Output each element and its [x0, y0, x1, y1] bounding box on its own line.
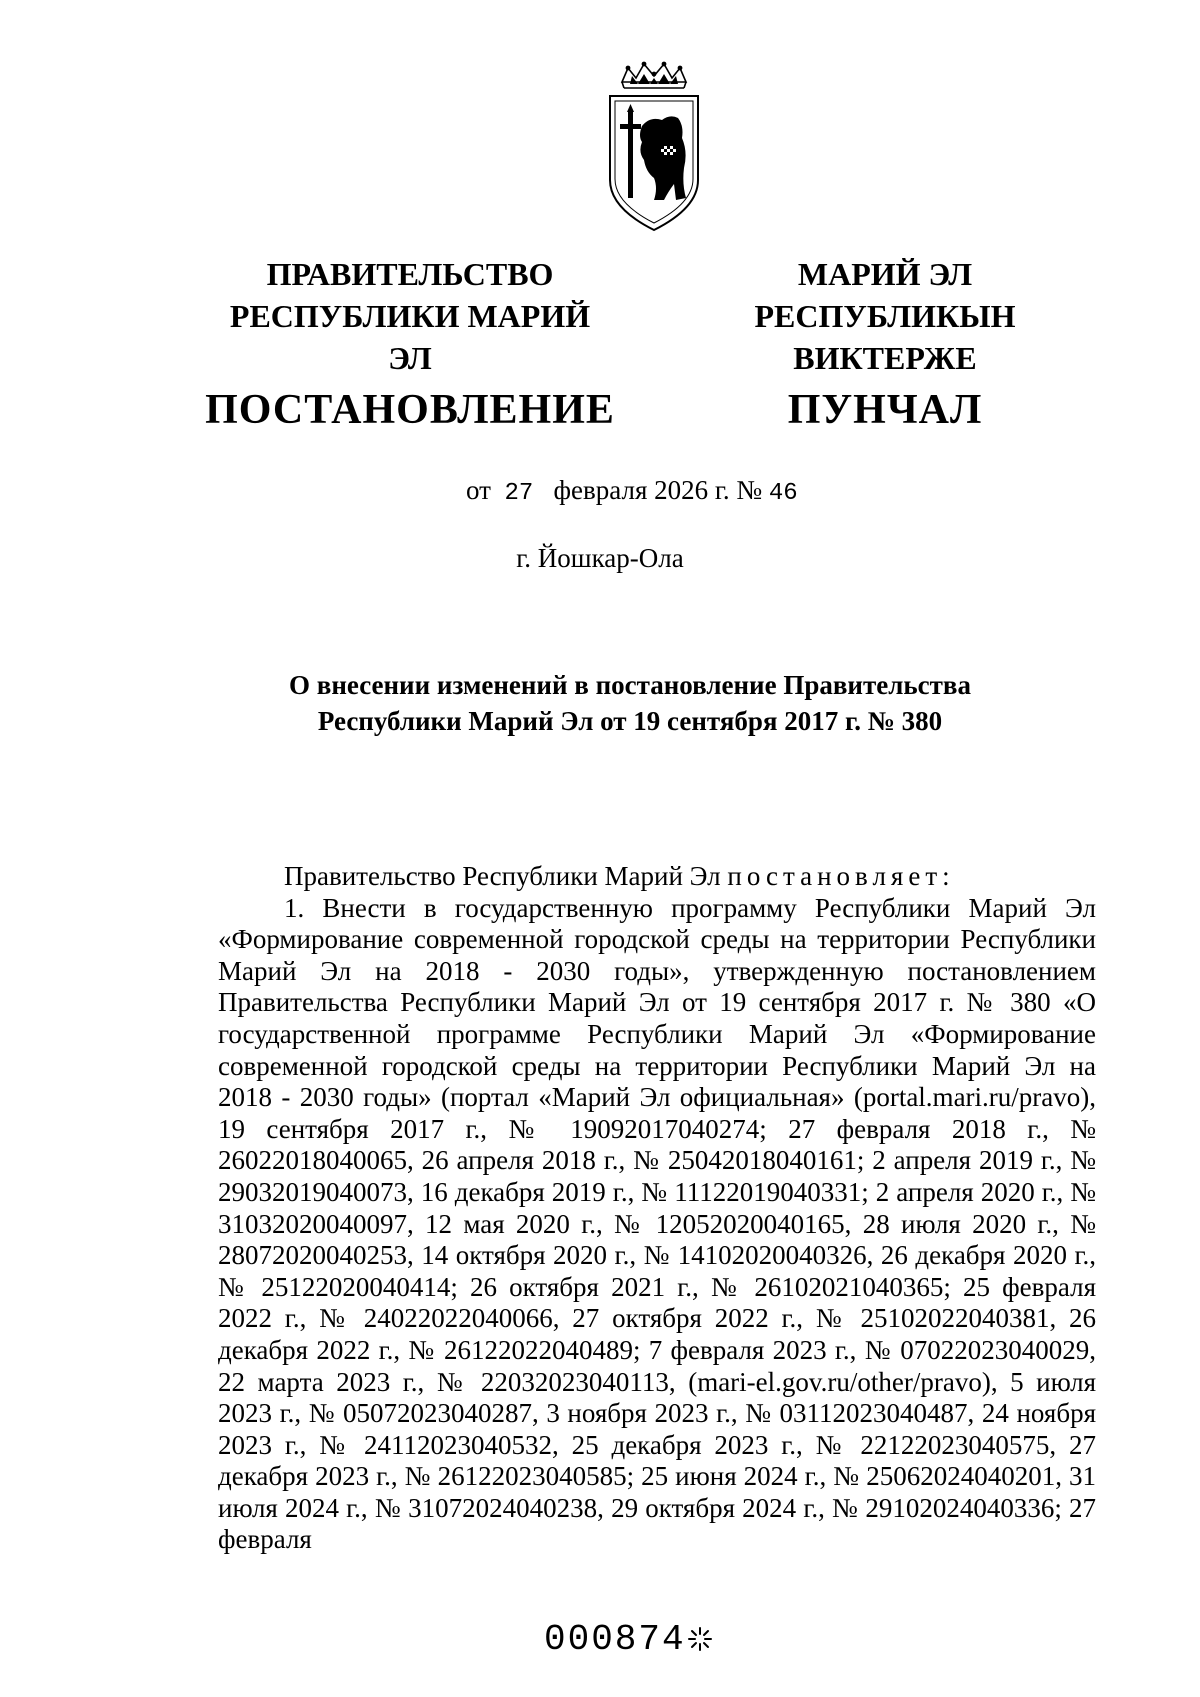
header-right	[665, 253, 1105, 431]
document-type-ru: ПОСТАНОВЛЕНИЕ	[205, 387, 615, 433]
header-right-line1: МАРИЙ ЭЛ РЕСПУБЛИКЫН	[754, 256, 1016, 334]
paragraph-1: 1. Внести в государственную программу Республики Марий Эл «Формирование современной городской среды на территории Республики Марий Эл на 2018 - 2030 годы», утвержденную постановлением Правительства Республики Марий Эл от 19 сентября 2017 г. № 380 «О государственной программе Республики Марий Эл «Формирование современной городской среды на территории Республики Марий Эл на 2018 - 2030 годы» (портал «Марий Эл официальная» (portal.mari.ru/pravo), 19 сентября 2017 г., № 19092017040274; 27 февраля 2018 г., № 26022018040065, 26 апреля 2018 г., № 25042018040161; 2 апреля 2019 г., № 29032019040073, 16 декабря 2019 г., № 11122019040331; 2 апреля 2020 г., № 31032020040097, 12 мая 2020 г., № 12052020040165, 28 июля 2020 г., № 28072020040253, 14 октября 2020 г., № 14102020040326, 26 декабря 2020 г., № 25122020040414; 26 октября 2021 г., № 26102021040365; 25 февраля 2022 г., № 24022022040066, 27 октября 2022 г., № 25102022040381, 26 декабря 2022 г., № 26122022040489; 7 февраля 2023 г., № 07022023040029, 22 марта 2023 г., № 22032023040113, (mari-el.gov.ru/other/pravo), 5 июля 2023 г., № 05072023040287, 3 ноября 2023 г., № 03112023040487, 24 ноября 2023 г., № 24112023040532, 25 декабря 2023 г., № 22122023040575, 27 декабря 2023 г., № 26122023040585; 25 июня 2024 г., № 25062024040201, 31 июля 2024 г., № 31072024040238, 29 октября 2024 г., № 29102024040336; 27 февраля	[218, 892, 1096, 1555]
document-number: 46	[768, 480, 798, 507]
date-day: 27	[504, 480, 534, 507]
serial-number: 000874	[544, 1619, 686, 1660]
ornament-star-icon	[687, 1626, 713, 1652]
document-type-mari: ПУНЧАЛ	[787, 387, 983, 433]
intro-text: Правительство Республики Марий Эл	[284, 861, 721, 891]
document-city: г. Йошкар-Ола	[516, 543, 684, 573]
header-right-line2: ВИКТЕРЖЕ	[793, 340, 977, 376]
intro-paragraph	[218, 861, 1096, 893]
title-line1: О внесении изменений в постановление Правительства	[289, 670, 971, 700]
document-date	[466, 475, 798, 507]
title-line2: Республики Марий Эл от 19 сентября 2017 г. № 380	[317, 706, 943, 736]
document-title	[180, 667, 1080, 739]
coat-of-arms-icon	[598, 60, 710, 235]
document-body	[218, 861, 1096, 1556]
header-left	[205, 253, 615, 431]
date-prefix: от	[466, 475, 491, 505]
header-left-line2: РЕСПУБЛИКИ МАРИЙ ЭЛ	[229, 298, 591, 376]
header-left-line1: ПРАВИТЕЛЬСТВО	[266, 256, 554, 292]
intro-verb: постановляет:	[727, 861, 955, 891]
date-month-year: февраля 2026 г. №	[553, 475, 763, 505]
